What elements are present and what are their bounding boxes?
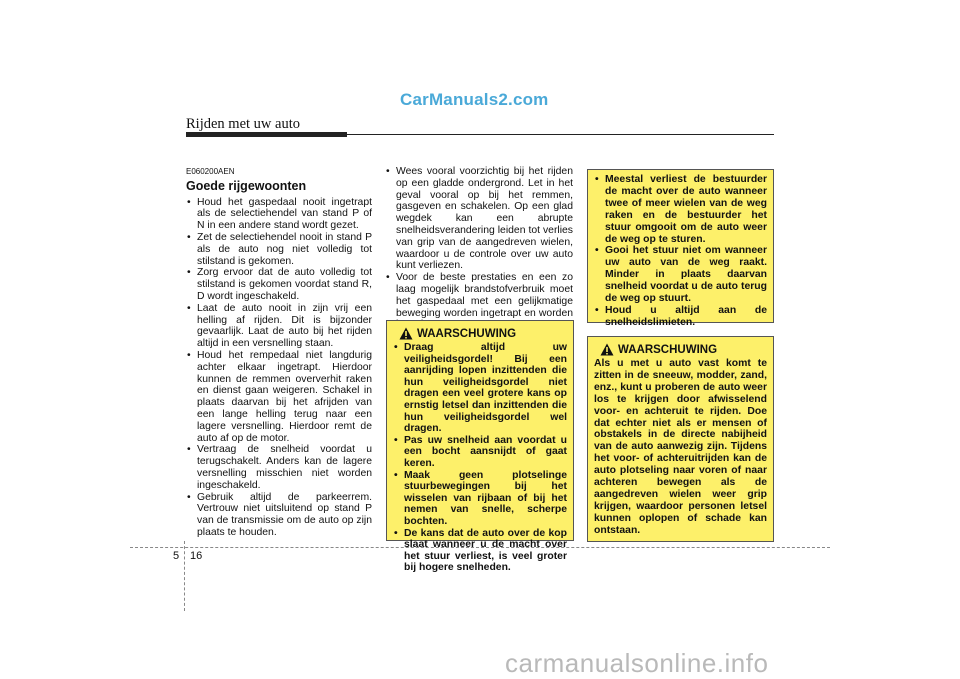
header-rule-thin <box>347 134 774 135</box>
list-item: • De kans dat de auto over de kop slaat wanneer u de macht over het stuur verliest, is veel groter bij hogere snelheden. <box>393 528 567 574</box>
list-item: • Gooi het stuur niet om wanneer uw auto van de weg raakt. Minder in plaats daarvan snelheid voordat u de auto terug de weg op stuurt. <box>594 245 767 305</box>
chapter-number: 5 <box>173 550 180 562</box>
warning-title: WAARSCHUWING <box>417 327 517 340</box>
warning-triangle-icon <box>600 343 614 356</box>
warning-triangle-icon <box>399 327 413 340</box>
section-heading: Goede rijgewoonten <box>186 178 307 193</box>
list-item: • Voor de beste prestaties en een zo laag mogelijk brandstofverbruik moet het gaspedaal met een gelijkmatige beweging worden ingetrapt en worden <box>385 272 573 331</box>
list-item: • Maak geen plotselinge stuurbewegingen bij het wisselen van rijbaan of bij het nemen van snelle, scherpe bochten. <box>393 470 567 528</box>
notice-box-steering <box>587 169 774 328</box>
tips-list <box>385 166 573 331</box>
list-item: • Houd het gaspedaal nooit ingetrapt als de selectiehendel van stand P of N in een andere stand wordt gezet. <box>186 197 372 232</box>
watermark-bottom: carmanualsonline.info <box>505 648 769 678</box>
warning-header <box>594 343 767 356</box>
list-item: • Meestal verliest de bestuurder de macht over de auto wanneer twee of meer wielen van de weg raken en de bestuurder het stuur omgooit om de auto weer de weg op te sturen. <box>594 174 767 245</box>
section-code: E060200AEN <box>186 167 235 176</box>
list-item: • Pas uw snelheid aan voordat u een bocht aansnijdt of gaat keren. <box>393 435 567 470</box>
header-rule-thick <box>186 132 347 137</box>
column-1 <box>186 166 372 539</box>
column-2 <box>385 166 573 331</box>
list-item: • Gebruik altijd de parkeerrem. Vertrouw niet uitsluitend op stand P van de transmissie om de auto op zijn plaats te houden. <box>186 492 372 539</box>
list-item: • Wees vooral voorzichtig bij het rijden op een gladde ondergrond. Let in het geval vooral op bij het remmen, gasgeven en schakelen. Op een glad wegdek kan een abrupte snelheidsverandering leiden tot verlies van grip van de aangedreven wielen, waardoor u de controle over uw auto kunt verliezen. <box>385 166 573 272</box>
warning-box-stuck <box>587 336 774 542</box>
warning-title: WAARSCHUWING <box>618 343 718 356</box>
warning-header <box>393 327 567 340</box>
watermark-top: CarManuals2.com <box>400 90 549 109</box>
list-item: • Houd het rempedaal niet langdurig achter elkaar ingetrapt. Hierdoor kunnen de remmen oververhit raken en dienst gaan weigeren. Schakel in plaats daarvan bij het afrijden van een lange helling terug naar een lagere versnelling. Hierdoor remt de auto af op de motor. <box>186 350 372 444</box>
list-item: • Zorg ervoor dat de auto volledig tot stilstand is gekomen voordat stand R, D wordt ingeschakeld. <box>186 267 372 302</box>
notice-list <box>594 174 767 329</box>
list-item: • Vertraag de snelheid voordat u terugschakelt. Anders kan de lagere versnelling misschien niet worden ingeschakeld. <box>186 444 372 491</box>
list-item: • Laat de auto nooit in zijn vrij een helling af rijden. Dit is bijzonder gevaarlijk. Laat de auto bij het rijden altijd in een versnelling staan. <box>186 303 372 350</box>
list-item: • Zet de selectiehendel nooit in stand P als de auto nog niet volledig tot stilstand is gekomen. <box>186 232 372 267</box>
section-title: Rijden met uw auto <box>186 116 300 132</box>
habits-list <box>186 197 372 539</box>
list-item: • Draag altijd uw veiligheidsgordel! Bij een aanrijding lopen inzittenden die hun veiligheidsgordel niet dragen een veel grotere kans op ernstig letsel dan inzittenden die hun veiligheidsgordel wel dragen. <box>393 342 567 435</box>
page-number: 16 <box>190 550 203 562</box>
warning-list <box>393 342 567 574</box>
footer-dashed-divider <box>184 541 185 611</box>
warning-text: Als u met u auto vast komt te zitten in de sneeuw, modder, zand, enz., kunt u proberen de auto weer los te krijgen door afwisselend voor- en achteruit te rijden. Doe dat echter niet als er mensen of obstakels in de directe nabijheid van de auto aanwezig zijn. Tijdens het voor- of achteruitrijden kan de auto plotseling naar voren of naar achteren bewegen als de aangedreven wielen weer grip krijgen, waardoor personen letsel kunnen oplopen of schade kan ontstaan. <box>594 358 767 536</box>
list-item: • Houd u altijd aan de snelheidslimieten. <box>594 305 767 329</box>
footer-dashed-rule <box>130 547 830 548</box>
warning-box-seatbelt <box>386 320 574 574</box>
